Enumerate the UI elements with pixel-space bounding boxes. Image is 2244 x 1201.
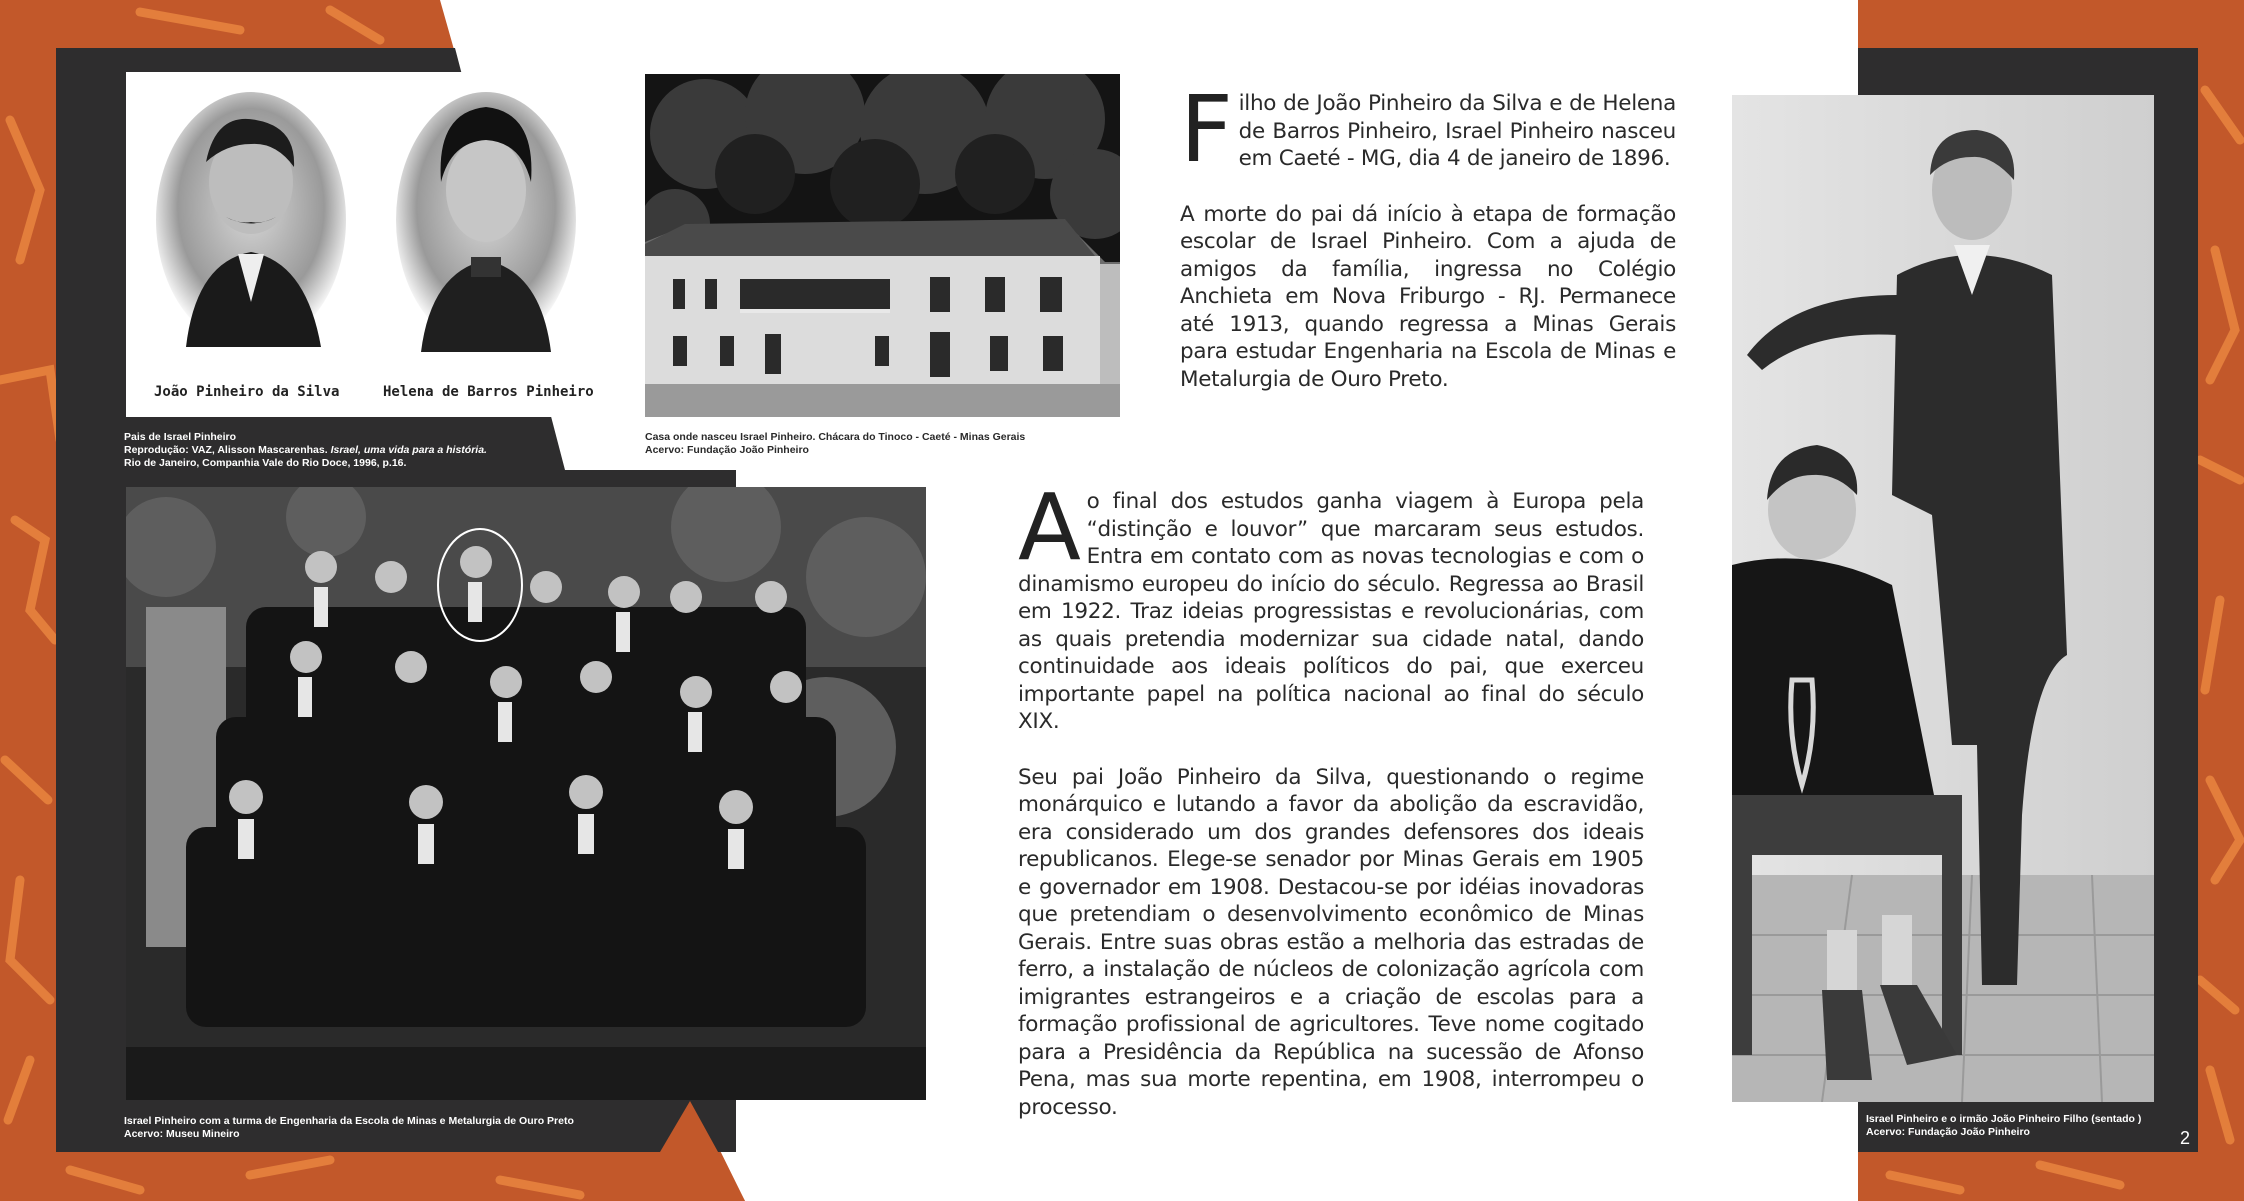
brothers-caption-line2: Acervo: Fundação João Pinheiro	[1866, 1126, 2030, 1138]
parents-caption-line2	[124, 444, 487, 457]
block2-paragraph1	[1018, 474, 1644, 736]
block1-p1-text: ilho de João Pinheiro da Silva e de Helena de Barros Pinheiro, Israel Pinheiro nasceu em Caeté - MG, dia 4 de janeiro de 1896.	[1238, 91, 1676, 171]
text-block-2	[1018, 474, 1644, 1149]
parents-caption	[124, 431, 487, 470]
parents-caption-line3: Rio de Janeiro, Companhia Vale do Rio Doce, 1996, p.16.	[124, 457, 407, 469]
house-caption	[645, 431, 1025, 457]
page-number: 2	[2180, 1128, 2191, 1148]
brothers-photo	[1732, 95, 2154, 1102]
block2-p1-text: o final dos estudos ganha viagem à Europa pela “distinção e louvor” que marcaram seus estudos. Entra em contato com as novas tecnologias e com o dinamismo europeu do início do século. Regressa ao Brasil em 1922. Traz ideias progressistas e revolucionárias, com as quais pretendia modernizar sua cidade natal, dando continuidade aos ideais políticos do pai, que exerceu importante papel na política nacional ao final do século XIX.	[1018, 489, 1644, 734]
parents-caption-prefix: Reprodução: VAZ, Alisson Mascarenhas.	[124, 444, 331, 456]
house-caption-line2: Acervo: Fundação João Pinheiro	[645, 444, 809, 456]
block1-paragraph1	[1180, 76, 1676, 183]
block2-paragraph2: Seu pai João Pinheiro da Silva, questionando o regime monárquico e lutando a favor da abolição da escravidão, era considerado um dos grandes defensores dos ideais republicanos. Elege-se senador por Minas Gerais em 1905 e governador em 1908. Destacou-se por idéias inovadoras que pretendiam o desenvolvimento econômico de Minas Gerais. Entre suas obras estão a melhoria das estradas de ferro, a instalação de núcleos de colonização agrícola com imigrantes estrangeiros e a criação de escolas para a formação profissional de agricultores. Teve nome cogitado para a Presidência da República na sucessão de Afonso Pena, mas sua morte repentina, em 1908, interrompeu o processo.	[1018, 764, 1644, 1120]
parents-caption-italic: Israel, uma vida para a história.	[330, 444, 487, 456]
block2-dropcap: A	[1018, 474, 1081, 581]
text-block-1	[1180, 76, 1676, 421]
class-caption	[124, 1115, 574, 1141]
house-photo	[645, 74, 1120, 417]
father-label: João Pinheiro da Silva	[154, 384, 340, 400]
brothers-caption-line1: Israel Pinheiro e o irmão João Pinheiro Filho (sentado )	[1866, 1113, 2142, 1125]
class-caption-line1: Israel Pinheiro com a turma de Engenharia da Escola de Minas e Metalurgia de Ouro Preto	[124, 1115, 574, 1127]
class-photo	[126, 487, 926, 1100]
house-caption-line1: Casa onde nasceu Israel Pinheiro. Chácara do Tinoco - Caeté - Minas Gerais	[645, 431, 1026, 443]
block1-paragraph2: A morte do pai dá início à etapa de formação escolar de Israel Pinheiro. Com a ajuda de amigos da família, ingressa no Colégio Anchieta em Nova Friburgo - RJ. Permanece até 1913, quando regressa a Minas Gerais para estudar Engenharia na Escola de Minas e Metalurgia de Ouro Preto.	[1180, 201, 1676, 392]
block1-dropcap: F	[1180, 76, 1233, 183]
class-caption-line2: Acervo: Museu Mineiro	[124, 1128, 240, 1140]
brothers-caption	[1866, 1113, 2141, 1139]
parents-photo	[126, 72, 626, 417]
parents-caption-line1: Pais de Israel Pinheiro	[124, 431, 237, 443]
mother-label: Helena de Barros Pinheiro	[383, 384, 594, 400]
